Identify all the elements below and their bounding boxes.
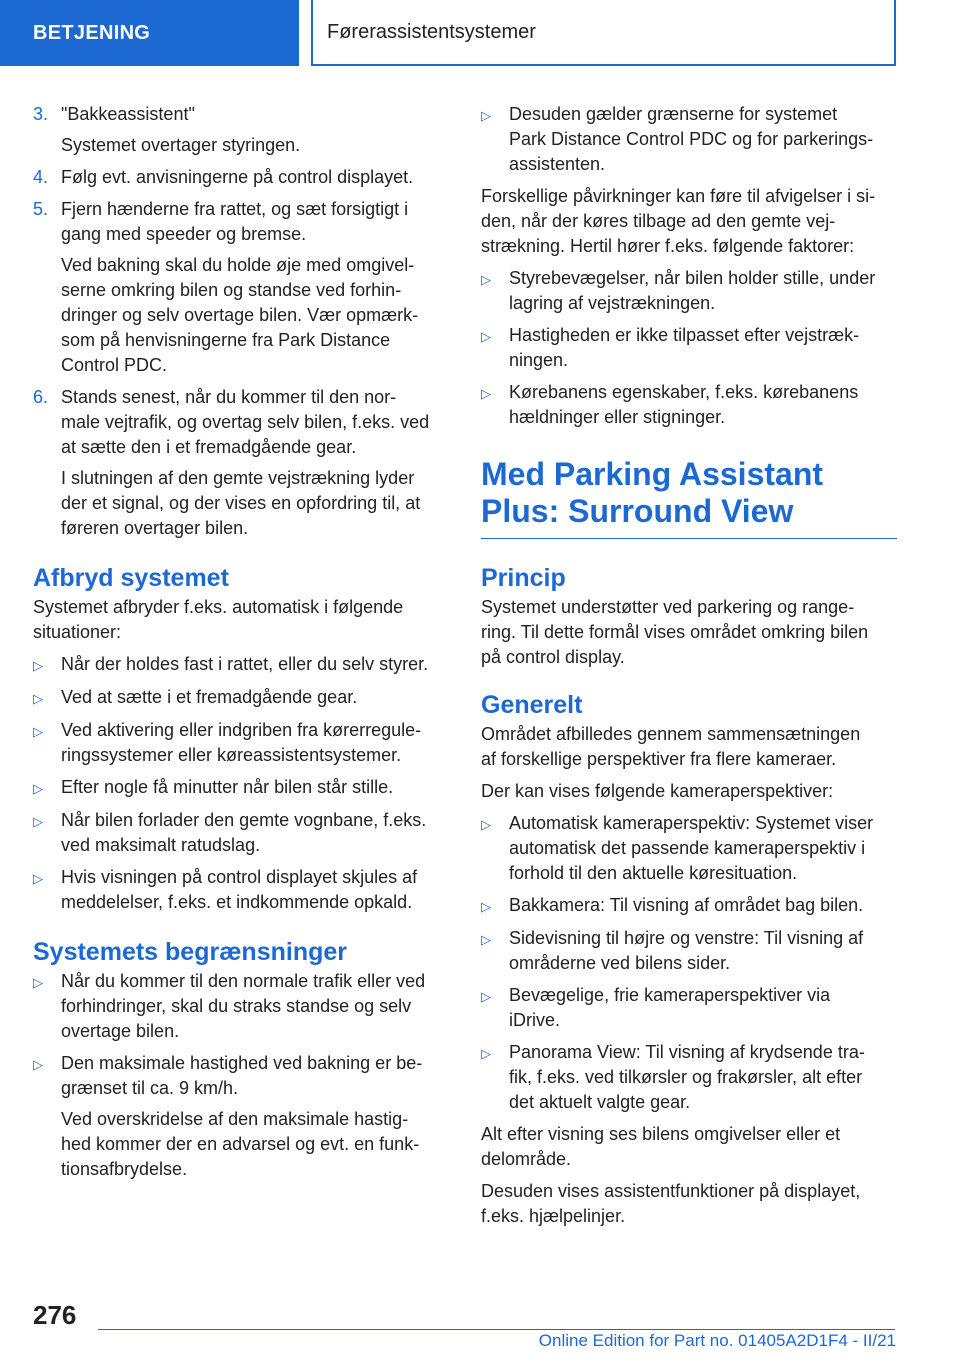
triangle-bullet-icon: ▷ xyxy=(33,724,43,739)
top-list xyxy=(481,102,897,177)
step-text: male vejtrafik, og overtag selv bilen, f.eks. ved xyxy=(61,412,430,432)
factors-intro: Forskellige påvirkninger kan føre til afvigelser i si- den, når der køres tilbage ad den gemte vej- strækning. Hertil hører f.eks. følgende faktorer: xyxy=(481,186,876,256)
step-text: Stands senest, når du kommer til den nor- xyxy=(61,387,397,407)
interrupt-heading: Afbryd systemet xyxy=(33,564,229,592)
principle-text: Systemet understøtter ved parkering og range- ring. Til dette formål vises området omkring bilen på control display. xyxy=(481,597,869,667)
triangle-bullet-icon: ▷ xyxy=(481,899,491,914)
triangle-bullet-icon: ▷ xyxy=(481,329,491,344)
step-list xyxy=(33,102,448,541)
triangle-bullet-icon: ▷ xyxy=(33,871,43,886)
triangle-bullet-icon: ▷ xyxy=(481,932,491,947)
step-number: 6. xyxy=(33,387,49,407)
step-text: Følg evt. anvisningerne på control displayet. xyxy=(61,167,414,187)
step-note: I slutningen af den gemte vejstrækning lyder xyxy=(61,468,415,488)
views-list xyxy=(481,811,897,1115)
step-text: "Bakkeassistent" xyxy=(61,104,195,124)
step-note: som på henvisningerne fra Park Distance xyxy=(61,330,391,350)
triangle-bullet-icon: ▷ xyxy=(33,975,43,990)
list-item: ▷ Hastigheden er ikke tilpasset efter vejstræk- ningen. xyxy=(481,323,897,373)
step-text: at sætte den i et fremadgående gear. xyxy=(61,437,357,457)
list-item: ▷ Bakkamera: Til visning af området bag bilen. xyxy=(481,893,897,919)
factors-list xyxy=(481,266,897,430)
list-item: ▷ Ved at sætte i et fremadgående gear. xyxy=(33,685,448,711)
step-note: der et signal, og der vises en opfordring til, at xyxy=(61,493,421,513)
list-item: ▷ Bevægelige, frie kameraperspektiver via iDrive. xyxy=(481,983,897,1033)
right-column xyxy=(481,102,897,1236)
triangle-bullet-icon: ▷ xyxy=(33,691,43,706)
step-text: gang med speeder og bremse. xyxy=(61,224,307,244)
triangle-bullet-icon: ▷ xyxy=(33,1057,43,1072)
triangle-bullet-icon: ▷ xyxy=(33,814,43,829)
step-note: dringer og selv overtage bilen. Vær opmærk- xyxy=(61,305,419,325)
step-number: 4. xyxy=(33,167,49,187)
list-item: ▷ Styrebevægelser, når bilen holder stille, under lagring af vejstrækningen. xyxy=(481,266,897,316)
step-number: 3. xyxy=(33,104,49,124)
step-note: serne omkring bilen og standse ved forhin- xyxy=(61,280,402,300)
step-item xyxy=(33,165,448,190)
list-item: ▷ Panorama View: Til visning af krydsende tra- fik, f.eks. ved tilkørsler og frakørsler, alt efter det aktuelt valgte gear. xyxy=(481,1040,897,1115)
list-item: ▷ Desuden gælder grænserne for systemet Park Distance Control PDC og for parkerings- assistenten. xyxy=(481,102,897,177)
triangle-bullet-icon: ▷ xyxy=(481,108,491,123)
triangle-bullet-icon: ▷ xyxy=(481,989,491,1004)
list-item: ▷ Den maksimale hastighed ved bakning er be- grænset til ca. 9 km/h. Ved overskridelse af den maksimale hastig- hed kommer der en advarsel og evt. en funk- tionsafbrydelse. xyxy=(33,1051,448,1182)
list-item: ▷ Når der holdes fast i rattet, eller du selv styrer. xyxy=(33,652,448,678)
general-heading: Generelt xyxy=(481,691,583,719)
step-number: 5. xyxy=(33,199,49,219)
list-item: ▷ Efter nogle få minutter når bilen står stille. xyxy=(33,775,448,801)
outro-text-1: Alt efter visning ses bilens omgivelser eller et delområde. xyxy=(481,1124,841,1169)
list-item: ▷ Når bilen forlader den gemte vognbane, f.eks. ved maksimalt ratudslag. xyxy=(33,808,448,858)
triangle-bullet-icon: ▷ xyxy=(481,817,491,832)
views-intro: Der kan vises følgende kameraperspektiver: xyxy=(481,781,834,801)
page-number: 276 xyxy=(33,1300,77,1330)
step-text: Fjern hænderne fra rattet, og sæt forsigtigt i xyxy=(61,199,409,219)
step-note: Systemet overtager styringen. xyxy=(61,135,301,155)
step-item xyxy=(33,385,448,541)
triangle-bullet-icon: ▷ xyxy=(33,781,43,796)
triangle-bullet-icon: ▷ xyxy=(481,1046,491,1061)
triangle-bullet-icon: ▷ xyxy=(33,658,43,673)
principle-heading: Princip xyxy=(481,564,566,592)
limits-list xyxy=(33,969,448,1182)
interrupt-list xyxy=(33,652,448,915)
chapter-title xyxy=(311,0,896,66)
list-item: ▷ Hvis visningen på control displayet skjules af meddelelser, f.eks. et indkommende opkald. xyxy=(33,865,448,915)
step-item xyxy=(33,197,448,378)
section-tab xyxy=(0,0,299,66)
outro-text-2: Desuden vises assistentfunktioner på displayet, f.eks. hjælpelinjer. xyxy=(481,1181,861,1226)
step-item xyxy=(33,102,448,158)
edition-text: Online Edition for Part no. 01405A2D1F4 - II/21 xyxy=(538,1331,896,1350)
list-item: ▷ Ved aktivering eller indgriben fra kørerregule- ringssystemer eller køreassistentsystemer. xyxy=(33,718,448,768)
step-note: Control PDC. xyxy=(61,355,168,375)
limits-heading: Systemets begrænsninger xyxy=(33,938,347,966)
list-item: ▷ Kørebanens egenskaber, f.eks. kørebanens hældninger eller stigninger. xyxy=(481,380,897,430)
step-note: føreren overtager bilen. xyxy=(61,518,249,538)
section-label: BETJENING xyxy=(33,21,151,44)
list-item: ▷ Automatisk kameraperspektiv: Systemet viser automatisk det passende kameraperspektiv i forhold til den aktuelle køresituation. xyxy=(481,811,897,886)
list-item: ▷ Når du kommer til den normale trafik eller ved forhindringer, skal du straks standse og selv overtage bilen. xyxy=(33,969,448,1044)
chapter-label: Førerassistentsystemer xyxy=(327,20,536,43)
step-note: Ved bakning skal du holde øje med omgivel- xyxy=(61,255,415,275)
triangle-bullet-icon: ▷ xyxy=(481,272,491,287)
left-column xyxy=(33,102,448,1189)
list-item: ▷ Sidevisning til højre og venstre: Til visning af områderne ved bilens sider. xyxy=(481,926,897,976)
interrupt-intro: Systemet afbryder f.eks. automatisk i følgende situationer: xyxy=(33,597,404,642)
general-text: Området afbilledes gennem sammensætningen af forskellige perspektiver fra flere kameraer. xyxy=(481,724,861,769)
triangle-bullet-icon: ▷ xyxy=(481,386,491,401)
main-heading: Med Parking Assistant Plus: Surround View xyxy=(481,456,897,539)
